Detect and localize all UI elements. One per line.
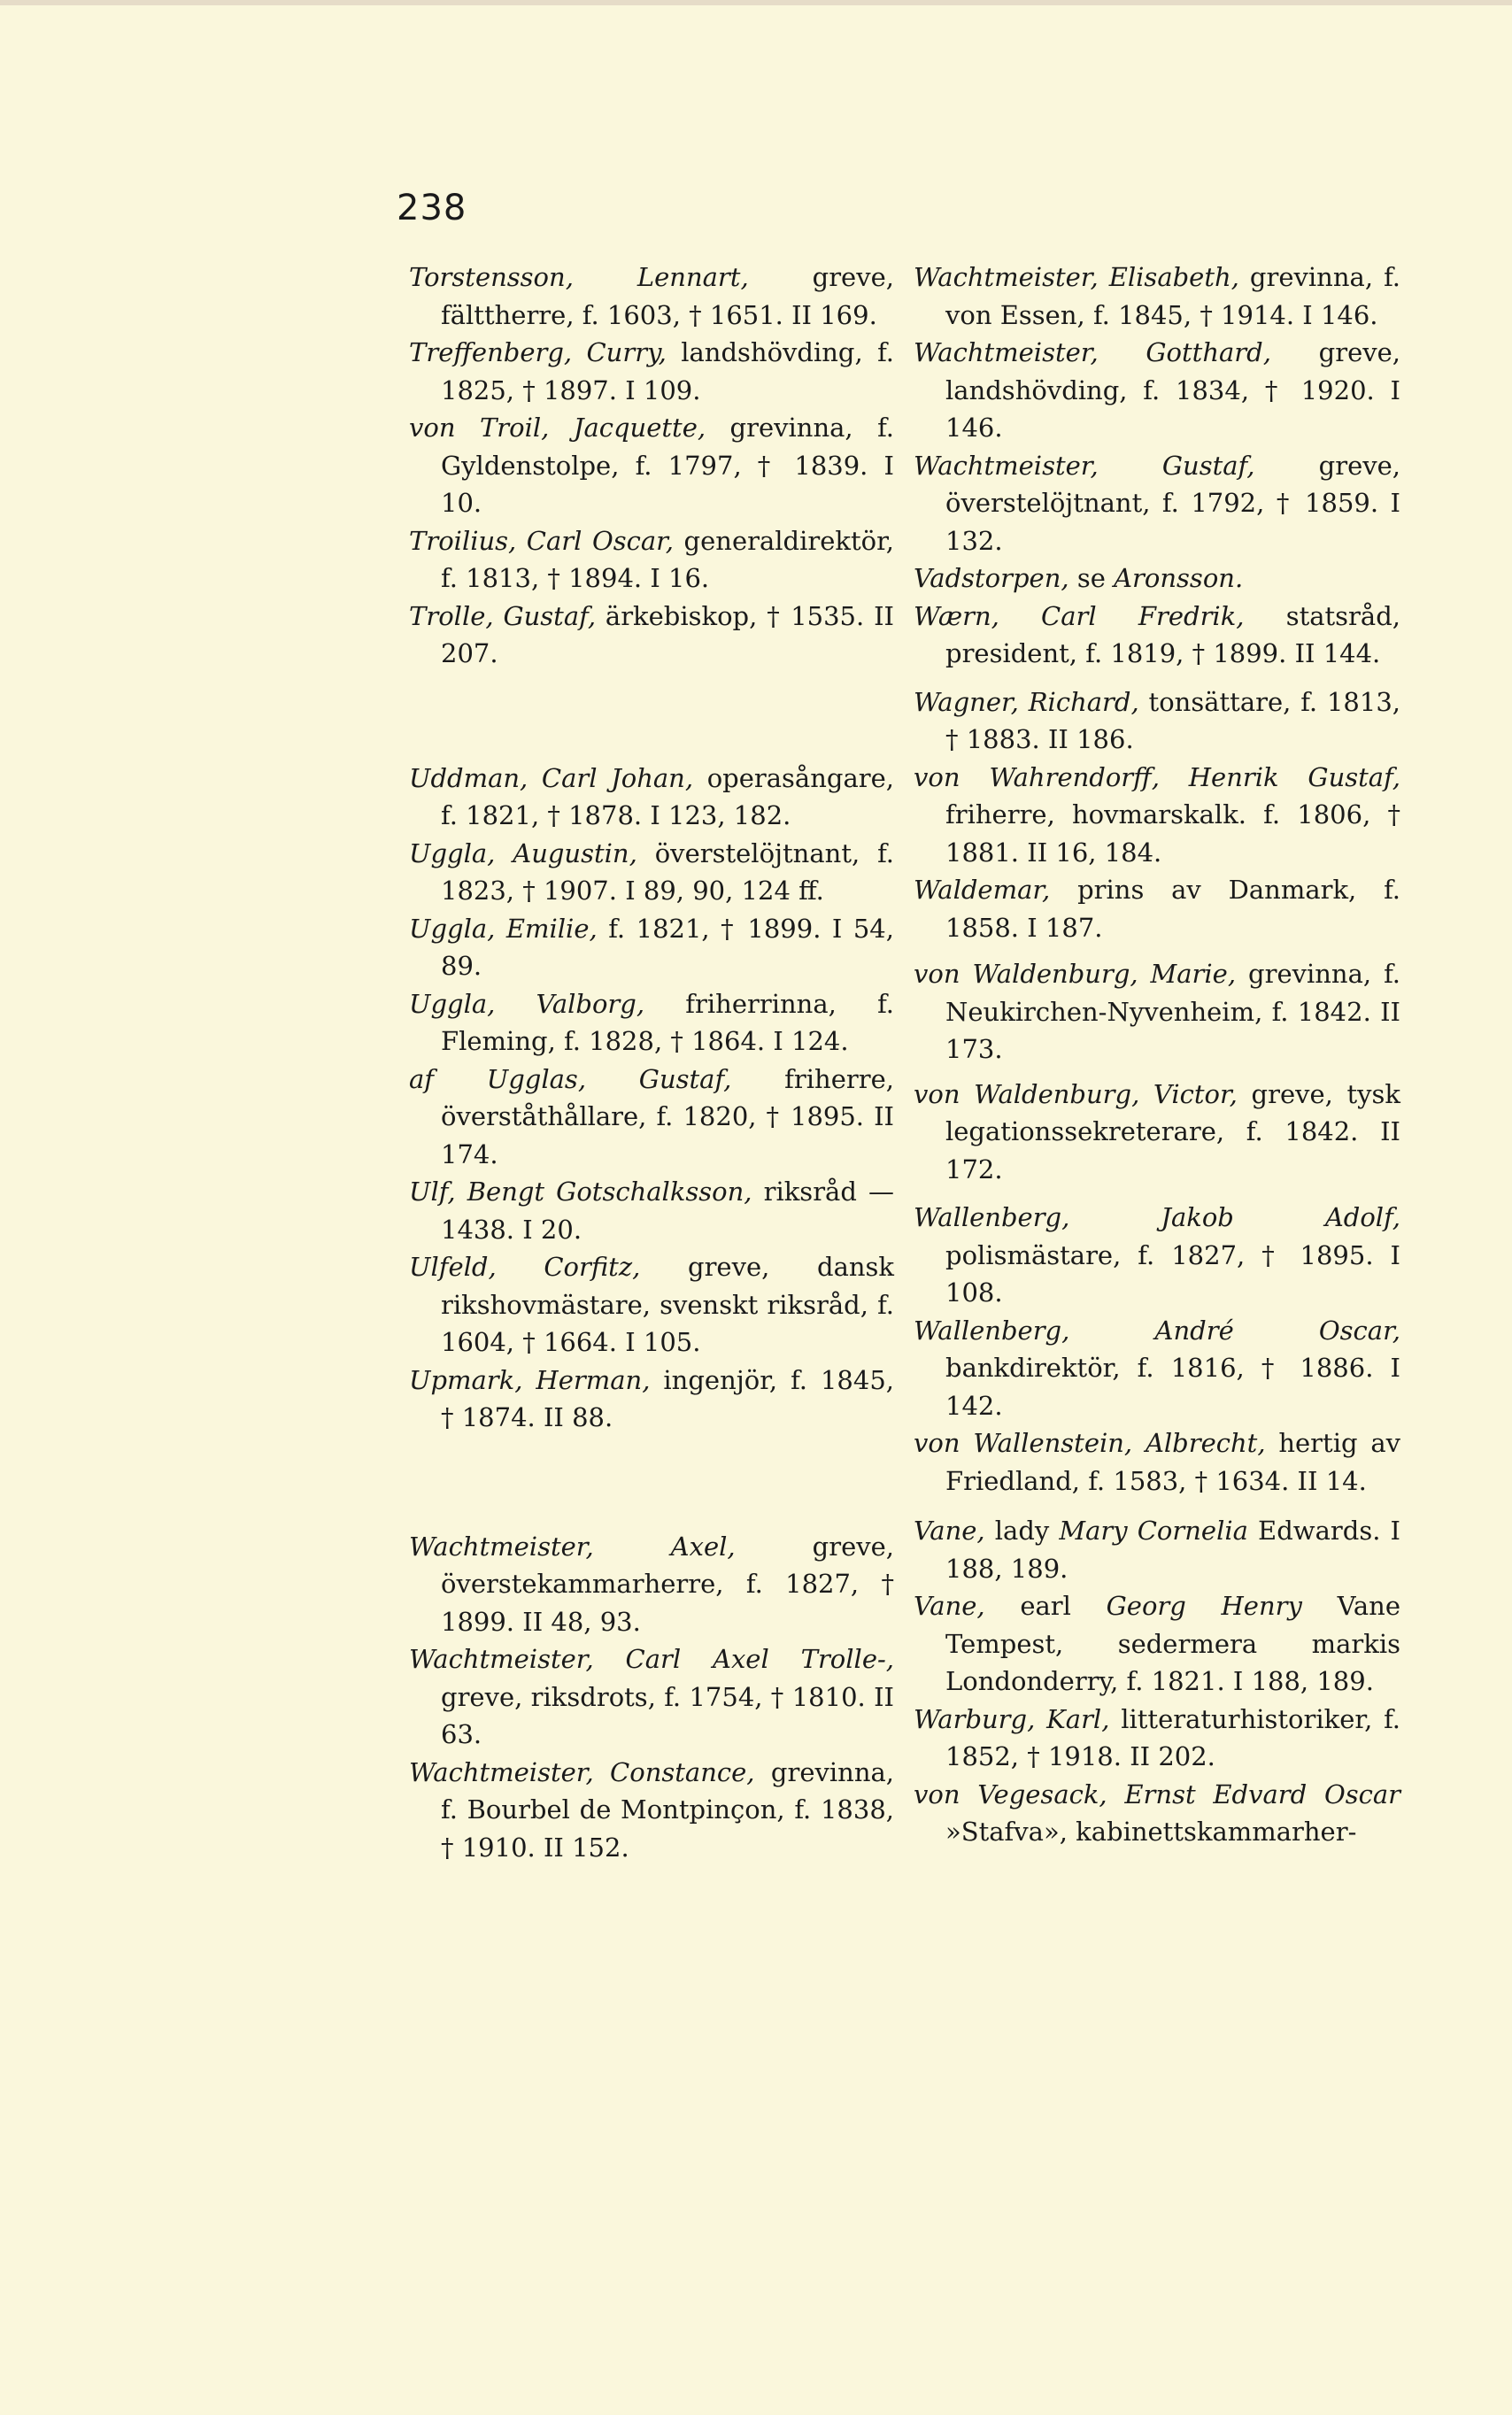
index-entry: Wagner, Richard, tonsättare, f. 1813, † 1883. II 186.	[914, 686, 1400, 754]
index-entry: Warburg, Karl, litteraturhistoriker, f. 1852, † 1918. II 202.	[914, 1703, 1400, 1771]
index-entry: Ulfeld, Corfitz, greve, dansk rikshovmästare, svenskt riksråd, f. 1604, † 1664. I 105.	[409, 1252, 894, 1357]
index-entry: Wachtmeister, Constance, grevinna, f. Bourbel de Montpinçon, f. 1838, † 1910. II 152.	[409, 1756, 894, 1863]
index-entry: Wachtmeister, Elisabeth, grevinna, f. von Essen, f. 1845, † 1914. I 146.	[914, 262, 1400, 330]
section-gap	[409, 673, 894, 760]
index-entry: Wallenberg, André Oscar, bankdirektör, f. 1816, † 1886. I 142.	[914, 1315, 1400, 1421]
index-entry: Wachtmeister, Axel, greve, överstekammarherre, f. 1827, † 1899. II 48, 93.	[409, 1531, 894, 1637]
index-entry: Wallenberg, Jakob Adolf, polismästare, f. 1827, † 1895. I 108.	[914, 1202, 1400, 1308]
index-entry: Troilius, Carl Oscar, generaldirektör, f. 1813, † 1894. I 16.	[409, 525, 894, 593]
index-entry: Wachtmeister, Carl Axel Trolle-, greve, riksdrots, f. 1754, † 1810. II 63.	[409, 1644, 894, 1749]
index-entry: von Wallenstein, Albrecht, hertig av Friedland, f. 1583, † 1634. II 14.	[914, 1428, 1400, 1496]
index-entry: Uggla, Augustin, överstelöjtnant, f. 1823, † 1907. I 89, 90, 124 ff.	[409, 837, 894, 906]
index-entry: Vane, earl Georg Henry Vane Tempest, sedermera markis Londonderry, f. 1821. I 188, 189.	[914, 1591, 1400, 1696]
index-entry: Wachtmeister, Gotthard, greve, landshövding, f. 1834, † 1920. I 146.	[914, 337, 1400, 443]
entry-gap	[914, 946, 1400, 955]
entry-gap	[914, 1500, 1400, 1512]
page-edge	[0, 0, 1512, 5]
index-column-right	[914, 258, 1400, 1851]
section-gap	[409, 1437, 894, 1528]
index-entry: Wachtmeister, Gustaf, greve, överstelöjtnant, f. 1792, † 1859. I 132.	[914, 450, 1400, 556]
index-entry: Wærn, Carl Fredrik, statsråd, president, f. 1819, † 1899. II 144.	[914, 600, 1400, 668]
index-entry: von Waldenburg, Victor, greve, tysk legationssekreterare, f. 1842. II 172.	[914, 1078, 1400, 1184]
entry-gap	[914, 1188, 1400, 1199]
index-entry: af Ugglas, Gustaf, friherre, överståthållare, f. 1820, † 1895. II 174.	[409, 1063, 894, 1169]
index-entry: Vadstorpen, se Aronsson.	[914, 563, 1244, 593]
index-entry: Vane, lady Mary Cornelia Edwards. I 188, 189.	[914, 1516, 1401, 1584]
index-entry: von Vegesack, Ernst Edvard Oscar »Stafva», kabinettskammarher-	[914, 1778, 1400, 1847]
page-number: 238	[397, 188, 467, 228]
index-entry: Uggla, Valborg, friherrinna, f. Fleming, f. 1828, † 1864. I 124.	[409, 988, 894, 1056]
index-entry: Uddman, Carl Johan, operasångare, f. 1821, † 1878. I 123, 182.	[409, 762, 894, 830]
index-entry: Treffenberg, Curry, landshövding, f. 1825, † 1897. I 109.	[409, 337, 894, 405]
index-entry: Trolle, Gustaf, ärkebiskop, † 1535. II 207.	[409, 600, 894, 668]
index-entry: Upmark, Herman, ingenjör, f. 1845, † 1874. II 88.	[409, 1364, 894, 1432]
index-entry: Uggla, Emilie, f. 1821, † 1899. I 54, 89.	[409, 913, 894, 981]
index-entry: von Troil, Jacquette, grevinna, f. Gyldenstolpe, f. 1797, † 1839. I 10.	[409, 413, 895, 518]
entry-gap	[914, 673, 1400, 683]
entry-gap	[914, 1069, 1400, 1076]
index-entry: von Wahrendorff, Henrik Gustaf, friherre, hovmarskalk. f. 1806, † 1881. II 16, 184.	[914, 761, 1400, 868]
index-entry: Ulf, Bengt Gotschalksson, riksråd —1438. I 20.	[409, 1177, 894, 1245]
index-entry: von Waldenburg, Marie, grevinna, f. Neukirchen-Nyvenheim, f. 1842. II 173.	[914, 959, 1400, 1064]
index-entry: Torstensson, Lennart, greve, fälttherre, f. 1603, † 1651. II 169.	[409, 262, 894, 330]
index-column-left	[409, 258, 894, 1866]
index-entry: Waldemar, prins av Danmark, f. 1858. I 187.	[914, 875, 1400, 943]
